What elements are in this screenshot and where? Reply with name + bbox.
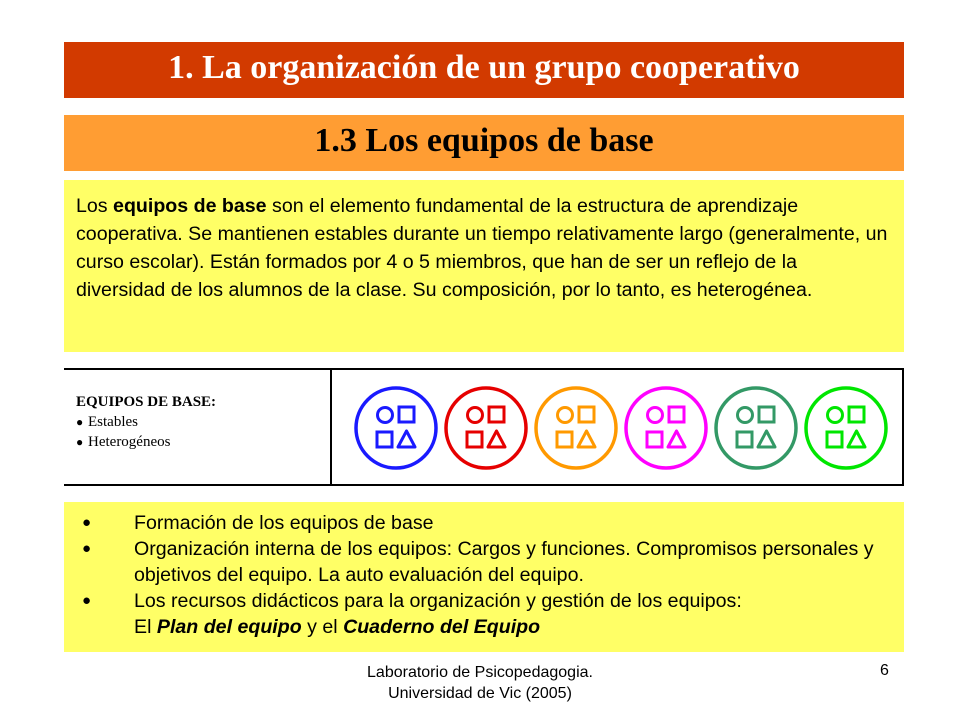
cuaderno-del-equipo: Cuaderno del Equipo [343,616,541,638]
team-circle-2 [446,388,526,468]
section-subtitle: 1.3 Los equipos de base [64,115,904,171]
teams-item-heterogeneous [76,432,330,452]
intro-paragraph [64,180,904,352]
teams-panel [64,368,904,486]
team-circle-5 [716,388,796,468]
plan-del-equipo: Plan del equipo [156,616,302,638]
topic-text: Organización interna de los equipos: Cargos y funciones. Compromisos personales y objetivos del equipo. La auto evaluación del equipo. [134,538,874,586]
teams-heading: EQUIPOS DE BASE: [76,394,217,410]
footer-line-1: Laboratorio de Psicopedagogia. [367,664,593,681]
topics-list [64,502,904,652]
teams-item-label: Estables [88,414,138,430]
intro-text-rest: son el elemento fundamental de la estructura de aprendizaje cooperativa. Se mantienen estables durante un tiempo relativamente largo (generalmente, un curso escolar). Están formados por 4 o 5 miembros, que han de ser un reflejo de la diversidad de los alumnos de la clase. Su composición, por lo tanto, es heterogénea. [76,195,888,301]
topic-text: Formación de los equipos de base [134,512,434,534]
topic-text-line1: Los recursos didácticos para la organización y gestión de los equipos: [134,590,742,612]
page-number: 6 [880,662,889,679]
intro-text-start: Los [76,195,114,217]
footer-line-2: Universidad de Vic (2005) [388,685,572,702]
footer-credit [280,662,680,704]
teams-item-stable [76,412,330,432]
team-circle-1 [356,388,436,468]
intro-bold-term: equipos de base [113,195,267,217]
team-circle-4 [626,388,706,468]
topic-text-mid: y el [301,616,344,638]
topic-item-1 [76,510,890,536]
topic-item-2 [76,536,890,588]
topic-item-3 [76,588,890,640]
teams-item-label: Heterogéneos [88,434,171,450]
topic-text-pre: El [134,616,157,638]
bullet-dot-icon: ● [82,540,92,557]
bullet-dot-icon: ● [76,415,84,429]
topic-text [134,588,890,640]
bullet-dot-icon: ● [82,592,92,609]
team-circle-6 [806,388,886,468]
team-circle-3 [536,388,616,468]
slide-title: 1. La organización de un grupo cooperativo [64,42,904,98]
bullet-dot-icon: ● [82,514,92,531]
teams-legend [64,370,332,484]
team-circles-diagram [332,370,902,484]
bullet-dot-icon: ● [76,435,84,449]
